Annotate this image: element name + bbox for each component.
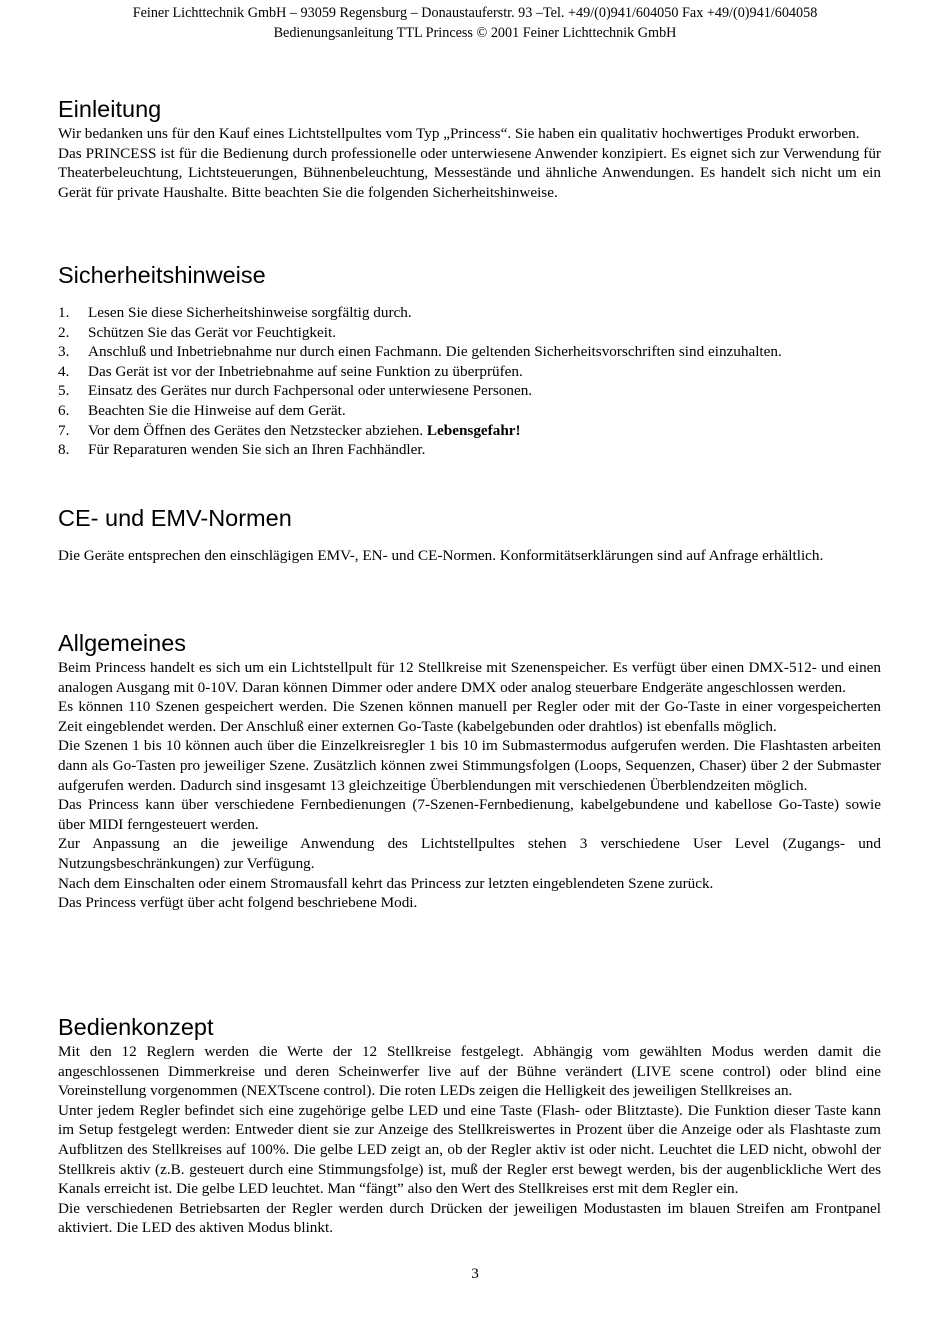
- section-heading: Einleitung: [58, 96, 162, 122]
- paragraph: Es können 110 Szenen gespeichert werden. Die Szenen können manuell per Regler oder mit der Go-Taste in einer vorgespeicherten Zeit eingeblendet werden. Der Anschluß einer externen Go-Taste (kabelgebunden oder drahtlos) ist ebenfalls möglich.: [58, 698, 881, 735]
- paragraph: Das Princess kann über verschiedene Fernbedienungen (7-Szenen-Fernbedienung, kabelgebundene und kabellose Go-Taste) sowie über MIDI ferngesteuert werden.: [58, 796, 881, 833]
- list-item: 8. Für Reparaturen wenden Sie sich an Ihren Fachhändler.: [58, 441, 426, 459]
- paragraph: Die Szenen 1 bis 10 können auch über die Einzelkreisregler 1 bis 10 im Submastermodus aufgerufen werden. Die Flashtasten arbeiten dann als Go-Tasten pro jeweiliger Szene. Zusätzlich können zwei Stimmungsfolgen (Loops, Sequenzen, Chaser) über 2 der Submaster aufgerufen werden. Dadurch sind insgesamt 13 gleichzeitige Überblendungen mit verschiedenen Überblendzeiten möglich.: [58, 737, 881, 794]
- paragraph: Das PRINCESS ist für die Bedienung durch professionelle oder unterwiesene Anwender konzipiert. Es eignet sich zur Verwendung für Theaterbeleuchtung, Lichtsteuerungen, Bühnenbeleuchtung, Messestände und ähnliche Anwendungen. Es handelt sich nicht um ein Gerät für private Haushalte. Bitte beachten Sie die folgenden Sicherheitshinweise.: [58, 144, 881, 201]
- section-heading: Bedienkonzept: [58, 1014, 214, 1040]
- section-heading: Sicherheitshinweise: [58, 262, 266, 288]
- paragraph: Die verschiedenen Betriebsarten der Regler werden durch Drücken der jeweiligen Modustasten im blauen Streifen am Frontpanel aktiviert. Die LED des aktiven Modus blinkt.: [58, 1199, 881, 1237]
- paragraph: Die Geräte entsprechen den einschlägigen EMV-, EN- und CE-Normen. Konformitätserklärungen sind auf Anfrage erhältlich.: [58, 547, 824, 564]
- header-manual-line: Bedienungsanleitung TTL Princess © 2001 Feiner Lichttechnik GmbH: [273, 24, 677, 41]
- section-allgemeines: [58, 628, 881, 913]
- list-item: 2. Schützen Sie das Gerät vor Feuchtigkeit.: [58, 323, 336, 341]
- paragraph: Beim Princess handelt es sich um ein Lichtstellpult für 12 Stellkreise mit Szenenspeicher. Es verfügt über einen DMX-512- und einen analogen Ausgang mit 0-10V. Daran können Dimmer oder andere DMX oder analog steuerbare Endgeräte angeschlossen werden.: [58, 659, 881, 696]
- section-bedienkonzept: [58, 1012, 881, 1238]
- list-item: 1. Lesen Sie diese Sicherheitshinweise sorgfältig durch.: [58, 304, 412, 321]
- list-item: 5. Einsatz des Gerätes nur durch Fachpersonal oder unterwiesene Personen.: [58, 382, 533, 400]
- list-item: 7. Vor dem Öffnen des Gerätes den Netzstecker abziehen. Lebensgefahr!: [58, 421, 521, 439]
- list-item: 6. Beachten Sie die Hinweise auf dem Gerät.: [58, 401, 346, 419]
- paragraph: Nach dem Einschalten oder einem Stromausfall kehrt das Princess zur letzten eingeblendeten Szene zurück.: [58, 874, 714, 892]
- paragraph: Mit den 12 Reglern werden die Werte der 12 Stellkreise festgelegt. Abhängig vom gewählten Modus werden damit die angeschlossenen Dimmerkreise und deren Scheinwerfer live auf der Bühne verändert (LIVE scene control) oder blind eine Voreinstellung vorgenommen (NEXTscene control). Die roten LEDs zeigen die Helligkeit des jeweiligen Stellkreises an.: [58, 1043, 881, 1100]
- section-heading: Allgemeines: [58, 630, 187, 656]
- list-item: 3. Anschluß und Inbetriebnahme nur durch einen Fachmann. Die geltenden Sicherheitsvorschriften sind einzuhalten.: [58, 343, 782, 361]
- page-number: 3: [471, 1265, 479, 1282]
- warning-text: Lebensgefahr!: [426, 421, 521, 439]
- list-item: 4. Das Gerät ist vor der Inbetriebnahme auf seine Funktion zu überprüfen.: [58, 362, 523, 380]
- paragraph: Das Princess verfügt über acht folgend beschriebene Modi.: [58, 894, 418, 912]
- section-heading: CE- und EMV-Normen: [58, 505, 292, 531]
- paragraph: Zur Anpassung an die jeweilige Anwendung des Lichtstellpultes stehen 3 verschiedene User Level (Zugangs- und Nutzungsbeschränkungen) zur Verfügung.: [58, 835, 881, 872]
- safety-list: [58, 303, 881, 460]
- paragraph: Unter jedem Regler befindet sich eine zugehörige gelbe LED und eine Taste (Flash- oder Blitztaste). Die Funktion dieser Taste kann im Setup festgelegt werden: Entweder dient sie zur Anzeige des Stellkreiswertes in Prozent über die Anzeige oder als Flashtaste zum Aufblitzen des Stellkreises auf 100%. Die gelbe LED zeigt an, ob der Regler aktiv ist oder nicht. Leuchtet die LED nicht, obwohl der Stellkreis aktiv (z.B. gesteuert durch eine Stimmungsfolge) ist, muß der Regler erst bewegt werden, bis der augenblickliche Wert des Kanals erreicht ist. Die gelbe LED leuchtet. Man “fängt” also den Wert des Stellkreises erst mit dem Regler ein.: [58, 1101, 881, 1198]
- paragraph: Wir bedanken uns für den Kauf eines Lichtstellpultes vom Typ „Princess“. Sie haben ein qualitativ hochwertiges Produkt erworben.: [58, 125, 860, 142]
- section-einleitung: [58, 94, 881, 202]
- section-sicherheitshinweise: [58, 260, 881, 460]
- page-header: [0, 4, 950, 43]
- header-contact-line: Feiner Lichttechnik GmbH – 93059 Regensburg – Donaustauferstr. 93 –Tel. +49/(0)941/604050 Fax +49/(0)941/604058: [132, 5, 818, 21]
- section-ce-emv: [58, 503, 881, 566]
